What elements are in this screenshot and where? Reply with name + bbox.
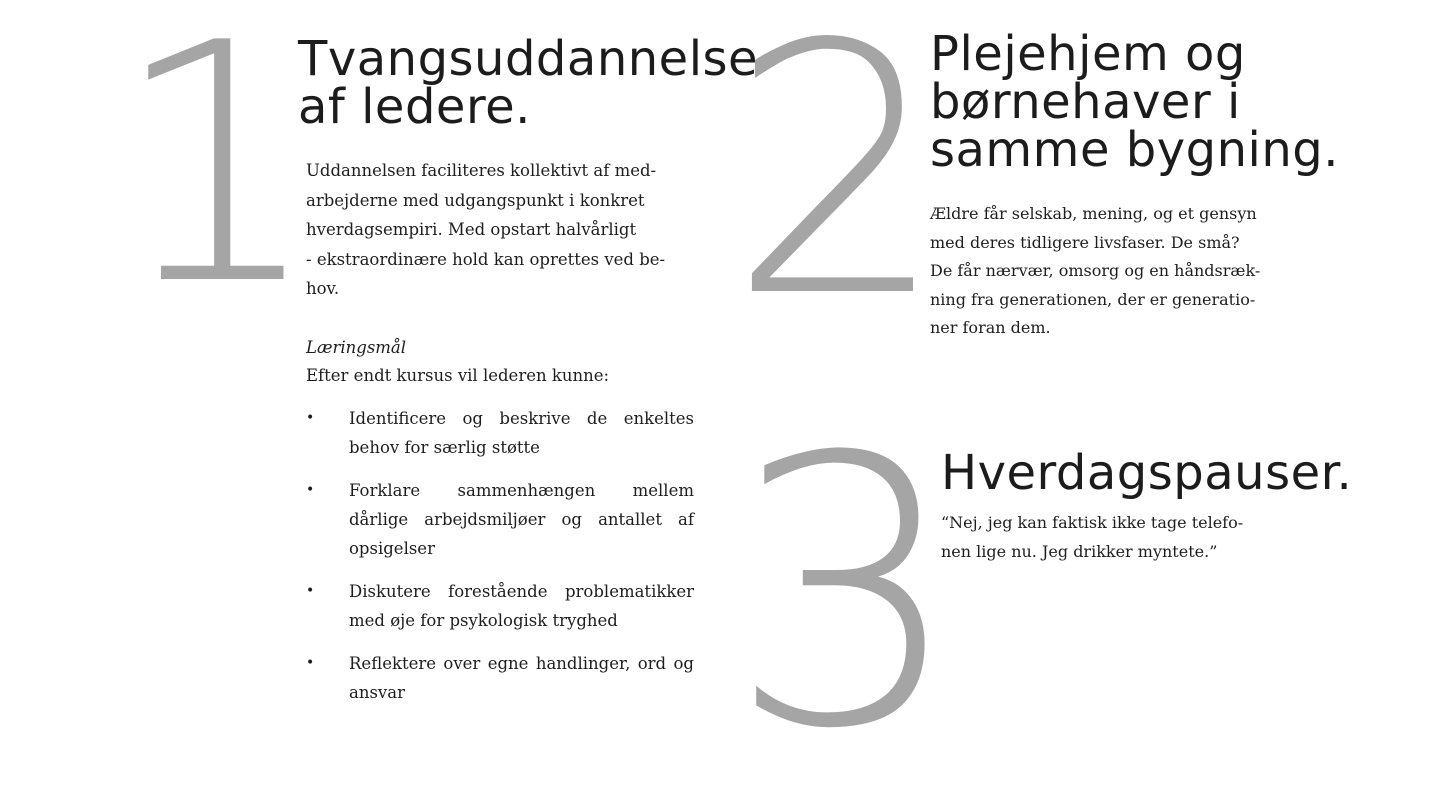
section-2-body-line: De får nærvær, omsorg og en håndsræk- [930, 261, 1261, 280]
section-1-title [298, 31, 759, 135]
learning-goal-item [306, 476, 694, 563]
section-1-title-line: af ledere. [298, 79, 531, 135]
learning-goals-header [306, 334, 694, 390]
section-3-body-line: nen lige nu. Jeg drikker myntete.” [941, 541, 1218, 561]
section-2-body-line: Ældre får selskab, mening, og et gensyn [930, 204, 1257, 223]
learning-goals-heading: Læringsmål [306, 338, 407, 357]
section-2-title-line: børnehaver i [930, 74, 1241, 130]
learning-goal-item [306, 577, 694, 635]
section-1-body-line: hverdagsempiri. Med opstart halvårligt [306, 220, 637, 239]
section-2-body-line: med deres tidligere livsfaser. De små? [930, 232, 1240, 252]
learning-goal-text: Reflektere over egne handlinger, ord og ansvar [349, 654, 694, 702]
section-2-body-line: ning fra generationen, der er generatio- [930, 289, 1256, 309]
bullet-icon: • [306, 482, 315, 498]
section-3-title-line: Hverdagspauser. [941, 445, 1353, 501]
learning-goal-item [306, 649, 694, 707]
section-3-number: 3 [728, 380, 956, 810]
section-1-number: 1 [112, 0, 314, 357]
section-2-body [930, 200, 1310, 343]
section-2-number: 2 [728, 0, 940, 373]
section-3-body-line: “Nej, jeg kan faktisk ikke tage telefo- [941, 513, 1244, 532]
bullet-icon: • [306, 655, 315, 671]
learning-goal-item [306, 404, 694, 462]
learning-goal-text: Forklare sammenhængen mellem dårlige arbejdsmiljøer og antallet af opsigelser [349, 481, 694, 558]
section-1-body-line: - ekstraordinære hold kan oprettes ved be- [306, 249, 666, 269]
section-2-title-line: Plejehjem og [930, 26, 1246, 82]
section-3-body [941, 509, 1281, 566]
section-2-title [930, 26, 1350, 178]
section-1-body-line: arbejderne med udgangspunkt i konkret [306, 190, 645, 210]
section-3-title [941, 445, 1361, 501]
section-2-title-line: samme bygning. [930, 122, 1339, 178]
learning-goals-intro: Efter endt kursus vil lederen kunne: [306, 366, 610, 385]
section-2-body-line: ner foran dem. [930, 318, 1051, 337]
section-1-body-line: hov. [306, 279, 340, 298]
learning-goal-text: Diskutere forestående problematikker med øje for psykologisk tryghed [349, 582, 694, 630]
section-1-body-line: Uddannelsen faciliteres kollektivt af med- [306, 161, 657, 180]
bullet-icon: • [306, 583, 315, 599]
learning-goal-text: Identificere og beskrive de enkeltes behov for særlig støtte [349, 409, 694, 457]
section-1-title-line: Tvangsuddannelse [298, 31, 759, 87]
section-1-body [306, 156, 694, 304]
learning-goals-list [306, 404, 694, 721]
bullet-icon: • [306, 410, 315, 426]
